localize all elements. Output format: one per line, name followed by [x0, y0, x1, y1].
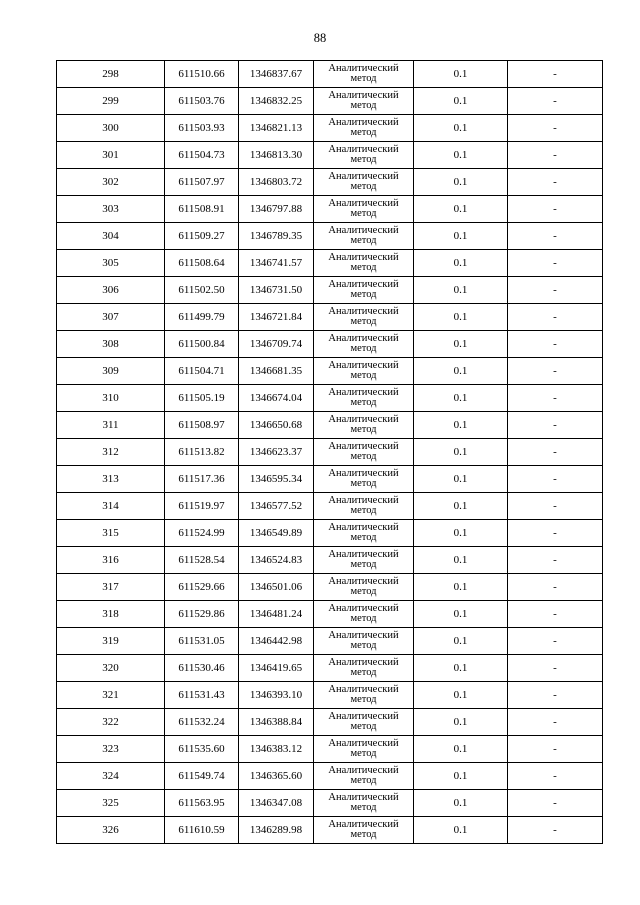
method-cell: [314, 682, 414, 709]
accuracy-cell: 0.1: [414, 196, 508, 223]
method-line1: Аналитический: [328, 738, 399, 749]
point-number-cell: 308: [57, 331, 165, 358]
method-line2: метод: [350, 397, 377, 408]
note-cell: -: [508, 223, 603, 250]
x-coordinate-cell: 611513.82: [165, 439, 239, 466]
method-cell: [314, 169, 414, 196]
method-line1: Аналитический: [328, 117, 399, 128]
note-cell: -: [508, 196, 603, 223]
method-line2: метод: [350, 73, 377, 84]
method-cell: [314, 790, 414, 817]
x-coordinate-cell: 611502.50: [165, 277, 239, 304]
y-coordinate-cell: 1346388.84: [239, 709, 314, 736]
point-number-cell: 304: [57, 223, 165, 250]
accuracy-cell: 0.1: [414, 709, 508, 736]
point-number-cell: 306: [57, 277, 165, 304]
accuracy-cell: 0.1: [414, 61, 508, 88]
y-coordinate-cell: 1346577.52: [239, 493, 314, 520]
x-coordinate-cell: 611510.66: [165, 61, 239, 88]
x-coordinate-cell: 611508.97: [165, 412, 239, 439]
point-number-cell: 310: [57, 385, 165, 412]
x-coordinate-cell: 611529.86: [165, 601, 239, 628]
method-cell: [314, 412, 414, 439]
note-cell: -: [508, 277, 603, 304]
note-cell: -: [508, 655, 603, 682]
x-coordinate-cell: 611610.59: [165, 817, 239, 844]
note-cell: -: [508, 250, 603, 277]
table-row: [57, 817, 603, 844]
note-cell: -: [508, 412, 603, 439]
accuracy-cell: 0.1: [414, 790, 508, 817]
point-number-cell: 320: [57, 655, 165, 682]
y-coordinate-cell: 1346383.12: [239, 736, 314, 763]
method-cell: [314, 277, 414, 304]
table-row: [57, 385, 603, 412]
y-coordinate-cell: 1346797.88: [239, 196, 314, 223]
method-line2: метод: [350, 478, 377, 489]
table-row: [57, 790, 603, 817]
accuracy-cell: 0.1: [414, 574, 508, 601]
x-coordinate-cell: 611500.84: [165, 331, 239, 358]
note-cell: -: [508, 736, 603, 763]
x-coordinate-cell: 611509.27: [165, 223, 239, 250]
point-number-cell: 316: [57, 547, 165, 574]
table-row: [57, 763, 603, 790]
x-coordinate-cell: 611528.54: [165, 547, 239, 574]
note-cell: -: [508, 466, 603, 493]
method-line1: Аналитический: [328, 171, 399, 182]
y-coordinate-cell: 1346419.65: [239, 655, 314, 682]
note-cell: -: [508, 547, 603, 574]
x-coordinate-cell: 611519.97: [165, 493, 239, 520]
method-line2: метод: [350, 343, 377, 354]
method-line1: Аналитический: [328, 522, 399, 533]
x-coordinate-cell: 611505.19: [165, 385, 239, 412]
point-number-cell: 305: [57, 250, 165, 277]
y-coordinate-cell: 1346650.68: [239, 412, 314, 439]
method-cell: [314, 763, 414, 790]
accuracy-cell: 0.1: [414, 304, 508, 331]
accuracy-cell: 0.1: [414, 520, 508, 547]
note-cell: -: [508, 601, 603, 628]
point-number-cell: 318: [57, 601, 165, 628]
x-coordinate-cell: 611508.64: [165, 250, 239, 277]
method-line2: метод: [350, 235, 377, 246]
y-coordinate-cell: 1346549.89: [239, 520, 314, 547]
method-line2: метод: [350, 127, 377, 138]
accuracy-cell: 0.1: [414, 466, 508, 493]
table-row: [57, 304, 603, 331]
table-row: [57, 331, 603, 358]
method-line1: Аналитический: [328, 414, 399, 425]
method-line2: метод: [350, 154, 377, 165]
point-number-cell: 299: [57, 88, 165, 115]
y-coordinate-cell: 1346393.10: [239, 682, 314, 709]
point-number-cell: 314: [57, 493, 165, 520]
table-row: [57, 547, 603, 574]
method-line2: метод: [350, 559, 377, 570]
table-row: [57, 61, 603, 88]
method-cell: [314, 142, 414, 169]
accuracy-cell: 0.1: [414, 115, 508, 142]
y-coordinate-cell: 1346709.74: [239, 331, 314, 358]
method-line1: Аналитический: [328, 279, 399, 290]
point-number-cell: 309: [57, 358, 165, 385]
note-cell: -: [508, 709, 603, 736]
y-coordinate-cell: 1346595.34: [239, 466, 314, 493]
coordinates-table: [56, 60, 603, 844]
x-coordinate-cell: 611517.36: [165, 466, 239, 493]
y-coordinate-cell: 1346813.30: [239, 142, 314, 169]
table-row: [57, 520, 603, 547]
accuracy-cell: 0.1: [414, 331, 508, 358]
method-cell: [314, 223, 414, 250]
method-line1: Аналитический: [328, 198, 399, 209]
y-coordinate-cell: 1346821.13: [239, 115, 314, 142]
method-line2: метод: [350, 370, 377, 381]
table-row: [57, 682, 603, 709]
point-number-cell: 317: [57, 574, 165, 601]
point-number-cell: 311: [57, 412, 165, 439]
method-line1: Аналитический: [328, 765, 399, 776]
point-number-cell: 319: [57, 628, 165, 655]
method-cell: [314, 709, 414, 736]
accuracy-cell: 0.1: [414, 88, 508, 115]
method-cell: [314, 304, 414, 331]
y-coordinate-cell: 1346681.35: [239, 358, 314, 385]
table-row: [57, 142, 603, 169]
method-line1: Аналитический: [328, 333, 399, 344]
method-line1: Аналитический: [328, 90, 399, 101]
table-row: [57, 277, 603, 304]
method-line1: Аналитический: [328, 576, 399, 587]
accuracy-cell: 0.1: [414, 412, 508, 439]
x-coordinate-cell: 611530.46: [165, 655, 239, 682]
x-coordinate-cell: 611549.74: [165, 763, 239, 790]
table-row: [57, 169, 603, 196]
note-cell: -: [508, 142, 603, 169]
table-row: [57, 628, 603, 655]
method-line1: Аналитический: [328, 468, 399, 479]
accuracy-cell: 0.1: [414, 547, 508, 574]
accuracy-cell: 0.1: [414, 763, 508, 790]
method-line1: Аналитический: [328, 711, 399, 722]
note-cell: -: [508, 88, 603, 115]
y-coordinate-cell: 1346789.35: [239, 223, 314, 250]
method-line1: Аналитический: [328, 63, 399, 74]
method-line2: метод: [350, 451, 377, 462]
method-line2: метод: [350, 208, 377, 219]
table-row: [57, 358, 603, 385]
accuracy-cell: 0.1: [414, 169, 508, 196]
x-coordinate-cell: 611503.93: [165, 115, 239, 142]
x-coordinate-cell: 611499.79: [165, 304, 239, 331]
method-line1: Аналитический: [328, 225, 399, 236]
method-line2: метод: [350, 613, 377, 624]
method-cell: [314, 358, 414, 385]
point-number-cell: 302: [57, 169, 165, 196]
accuracy-cell: 0.1: [414, 493, 508, 520]
accuracy-cell: 0.1: [414, 817, 508, 844]
method-line2: метод: [350, 181, 377, 192]
point-number-cell: 307: [57, 304, 165, 331]
method-cell: [314, 736, 414, 763]
method-cell: [314, 115, 414, 142]
method-line1: Аналитический: [328, 441, 399, 452]
x-coordinate-cell: 611503.76: [165, 88, 239, 115]
accuracy-cell: 0.1: [414, 223, 508, 250]
note-cell: -: [508, 358, 603, 385]
x-coordinate-cell: 611508.91: [165, 196, 239, 223]
method-line1: Аналитический: [328, 306, 399, 317]
method-line2: метод: [350, 802, 377, 813]
method-cell: [314, 655, 414, 682]
point-number-cell: 301: [57, 142, 165, 169]
method-line1: Аналитический: [328, 387, 399, 398]
table-row: [57, 88, 603, 115]
point-number-cell: 322: [57, 709, 165, 736]
table-row: [57, 466, 603, 493]
method-cell: [314, 250, 414, 277]
page-number: 88: [313, 31, 327, 45]
method-line2: метод: [350, 289, 377, 300]
note-cell: -: [508, 628, 603, 655]
accuracy-cell: 0.1: [414, 682, 508, 709]
point-number-cell: 298: [57, 61, 165, 88]
method-cell: [314, 817, 414, 844]
accuracy-cell: 0.1: [414, 142, 508, 169]
method-line2: метод: [350, 316, 377, 327]
y-coordinate-cell: 1346289.98: [239, 817, 314, 844]
method-line2: метод: [350, 748, 377, 759]
method-cell: [314, 628, 414, 655]
point-number-cell: 326: [57, 817, 165, 844]
accuracy-cell: 0.1: [414, 277, 508, 304]
y-coordinate-cell: 1346623.37: [239, 439, 314, 466]
accuracy-cell: 0.1: [414, 628, 508, 655]
point-number-cell: 312: [57, 439, 165, 466]
note-cell: -: [508, 304, 603, 331]
table-row: [57, 601, 603, 628]
method-line1: Аналитический: [328, 792, 399, 803]
y-coordinate-cell: 1346481.24: [239, 601, 314, 628]
x-coordinate-cell: 611535.60: [165, 736, 239, 763]
accuracy-cell: 0.1: [414, 736, 508, 763]
table-row: [57, 196, 603, 223]
method-line1: Аналитический: [328, 252, 399, 263]
method-line2: метод: [350, 694, 377, 705]
note-cell: -: [508, 817, 603, 844]
method-line2: метод: [350, 586, 377, 597]
note-cell: -: [508, 520, 603, 547]
method-cell: [314, 493, 414, 520]
y-coordinate-cell: 1346674.04: [239, 385, 314, 412]
method-cell: [314, 196, 414, 223]
accuracy-cell: 0.1: [414, 655, 508, 682]
point-number-cell: 315: [57, 520, 165, 547]
method-line2: метод: [350, 505, 377, 516]
point-number-cell: 313: [57, 466, 165, 493]
method-line1: Аналитический: [328, 657, 399, 668]
table-row: [57, 115, 603, 142]
method-cell: [314, 574, 414, 601]
x-coordinate-cell: 611529.66: [165, 574, 239, 601]
y-coordinate-cell: 1346442.98: [239, 628, 314, 655]
accuracy-cell: 0.1: [414, 358, 508, 385]
method-cell: [314, 331, 414, 358]
point-number-cell: 325: [57, 790, 165, 817]
method-line2: метод: [350, 100, 377, 111]
y-coordinate-cell: 1346731.50: [239, 277, 314, 304]
y-coordinate-cell: 1346741.57: [239, 250, 314, 277]
method-line2: метод: [350, 667, 377, 678]
method-line1: Аналитический: [328, 144, 399, 155]
point-number-cell: 323: [57, 736, 165, 763]
method-cell: [314, 439, 414, 466]
y-coordinate-cell: 1346501.06: [239, 574, 314, 601]
note-cell: -: [508, 61, 603, 88]
method-line2: метод: [350, 775, 377, 786]
accuracy-cell: 0.1: [414, 439, 508, 466]
point-number-cell: 324: [57, 763, 165, 790]
method-line1: Аналитический: [328, 819, 399, 830]
method-line2: метод: [350, 262, 377, 273]
y-coordinate-cell: 1346347.08: [239, 790, 314, 817]
table-row: [57, 655, 603, 682]
method-line1: Аналитический: [328, 630, 399, 641]
point-number-cell: 300: [57, 115, 165, 142]
x-coordinate-cell: 611524.99: [165, 520, 239, 547]
note-cell: -: [508, 763, 603, 790]
x-coordinate-cell: 611531.43: [165, 682, 239, 709]
method-line1: Аналитический: [328, 495, 399, 506]
x-coordinate-cell: 611504.73: [165, 142, 239, 169]
accuracy-cell: 0.1: [414, 385, 508, 412]
table-row: [57, 709, 603, 736]
note-cell: -: [508, 439, 603, 466]
y-coordinate-cell: 1346803.72: [239, 169, 314, 196]
table-row: [57, 223, 603, 250]
table-body: [57, 61, 603, 844]
method-line1: Аналитический: [328, 684, 399, 695]
y-coordinate-cell: 1346721.84: [239, 304, 314, 331]
table-row: [57, 493, 603, 520]
method-line2: метод: [350, 424, 377, 435]
method-cell: [314, 88, 414, 115]
method-cell: [314, 601, 414, 628]
x-coordinate-cell: 611563.95: [165, 790, 239, 817]
table-row: [57, 412, 603, 439]
note-cell: -: [508, 331, 603, 358]
x-coordinate-cell: 611504.71: [165, 358, 239, 385]
y-coordinate-cell: 1346365.60: [239, 763, 314, 790]
note-cell: -: [508, 493, 603, 520]
method-line1: Аналитический: [328, 603, 399, 614]
table-row: [57, 574, 603, 601]
accuracy-cell: 0.1: [414, 250, 508, 277]
method-line1: Аналитический: [328, 360, 399, 371]
method-cell: [314, 547, 414, 574]
table-row: [57, 736, 603, 763]
x-coordinate-cell: 611507.97: [165, 169, 239, 196]
point-number-cell: 303: [57, 196, 165, 223]
x-coordinate-cell: 611531.05: [165, 628, 239, 655]
y-coordinate-cell: 1346832.25: [239, 88, 314, 115]
method-line2: метод: [350, 640, 377, 651]
x-coordinate-cell: 611532.24: [165, 709, 239, 736]
table-row: [57, 250, 603, 277]
y-coordinate-cell: 1346524.83: [239, 547, 314, 574]
y-coordinate-cell: 1346837.67: [239, 61, 314, 88]
method-cell: [314, 61, 414, 88]
point-number-cell: 321: [57, 682, 165, 709]
method-cell: [314, 466, 414, 493]
method-line2: метод: [350, 532, 377, 543]
note-cell: -: [508, 115, 603, 142]
note-cell: -: [508, 385, 603, 412]
method-line2: метод: [350, 721, 377, 732]
note-cell: -: [508, 790, 603, 817]
method-cell: [314, 520, 414, 547]
note-cell: -: [508, 169, 603, 196]
note-cell: -: [508, 574, 603, 601]
method-line1: Аналитический: [328, 549, 399, 560]
accuracy-cell: 0.1: [414, 601, 508, 628]
table-row: [57, 439, 603, 466]
note-cell: -: [508, 682, 603, 709]
method-line2: метод: [350, 829, 377, 840]
method-cell: [314, 385, 414, 412]
